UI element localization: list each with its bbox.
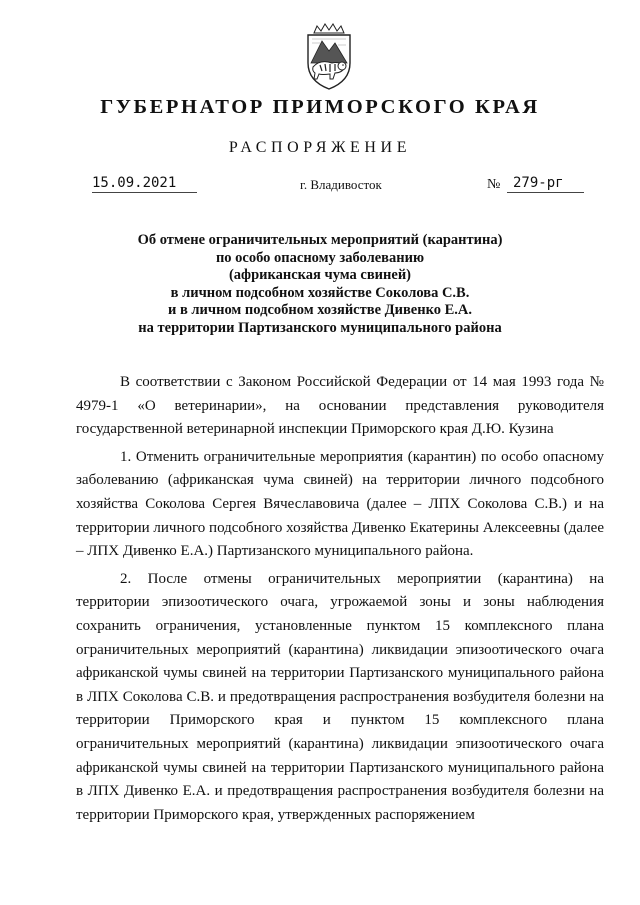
body-paragraph-item-1: 1. Отменить ограничительные мероприятия (карантин) по особо опасному заболеванию (африканская чума свиней) на территории личного подсобного хозяйства Соколова Сергея Вячеславовича (далее – ЛПХ Соколова С.В.) и на территории личного подсобного хозяйства Дивенко Екатерины Алексеевны (далее – ЛПХ Дивенко Е.А.) Партизанского муниципального района. <box>76 448 604 560</box>
document-number: 279-рг <box>507 175 584 193</box>
document-number-label: № <box>487 177 501 192</box>
body-paragraph-item-2: 2. После отмены ограничительных мероприятии (карантина) на территории эпизоотического очага, угрожаемой зоны и зоны наблюдения сохранить ограничения, установленные пунктом 15 комплексного плана ограничительных мероприятий (карантина) ликвидации эпизоотического очага африканской чумы свиней на территории Партизанского муниципального района в ЛПХ Соколова С.В. и предотвращения распространения возбудителя болезни на территории Приморского края и пунктом 15 комплексного плана ограничительных мероприятий (карантина) ликвидации эпизоотического очага африканской чумы свиней на территории Партизанского муниципального района в ЛПХ Дивенко Е.А. и предотвращения распространения возбудителя болезни на территории Приморского края, утвержденных распоряжением <box>76 570 604 823</box>
body-paragraph-preamble: В соответствии с Законом Российской Федерации от 14 мая 1993 года № 4979-1 «О ветеринарии», на основании представления руководителя государственной ветеринарной инспекции Приморского края Д.Ю. Кузина <box>76 374 604 438</box>
coat-of-arms-emblem <box>302 23 356 91</box>
title-line: по особо опасному заболеванию <box>215 249 425 266</box>
title-line: на территории Партизанского муниципального района <box>138 319 502 336</box>
document-date: 15.09.2021 <box>92 175 197 193</box>
title-line: (африканская чума свиней) <box>228 267 412 284</box>
document-title <box>0 232 640 338</box>
issue-city: г. Владивосток <box>300 177 382 192</box>
tiger-shield-icon <box>302 23 356 91</box>
document-body <box>76 371 604 831</box>
title-line: Об отмене ограничительных мероприятий (карантина) <box>137 232 503 248</box>
title-line: в личном подсобном хозяйстве Соколова С.В. <box>170 284 470 301</box>
issuing-authority-heading: ГУБЕРНАТОР ПРИМОРСКОГО КРАЯ <box>100 96 540 118</box>
title-line: и в личном подсобном хозяйстве Дивенко Е.А. <box>167 302 473 319</box>
document-type-heading: РАСПОРЯЖЕНИЕ <box>228 139 412 156</box>
